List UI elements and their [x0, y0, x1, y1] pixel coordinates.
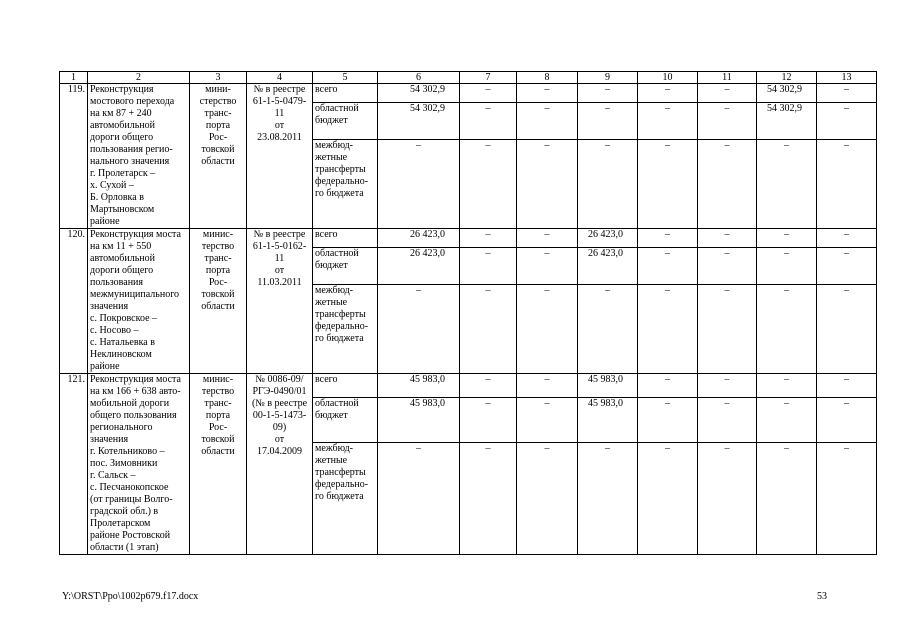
amount-cell: – — [817, 229, 877, 248]
amount-cell: – — [578, 139, 638, 228]
amount-cell: – — [578, 103, 638, 140]
amount-cell: – — [757, 139, 817, 228]
amount-cell: – — [638, 103, 698, 140]
amount-cell: – — [517, 103, 578, 140]
project-name: Реконструкция моста на км 166 + 638 авто- мобильной дороги общего пользования регионального значения г. Котельниково – пос. Зимовники г. Сальск – с. Песчанокопское (от границы Волго- градской обл.) в Пролетарском районе Ростовской области (1 этап) — [88, 374, 190, 555]
column-number-5: 5 — [313, 72, 378, 84]
amount-cell: 26 423,0 — [378, 248, 460, 285]
amount-cell: – — [698, 103, 757, 140]
amount-cell: – — [517, 443, 578, 555]
responsible-agency: минис- терство транс- порта Рос- товской области — [190, 374, 247, 555]
column-number-13: 13 — [817, 72, 877, 84]
amount-cell: – — [517, 284, 578, 373]
project-name: Реконструкция мостового перехода на км 87 + 240 автомобильной дороги общего пользования регио- нального значения г. Пролетарск – х. Сухой – Б. Орловка в Мартыновском районе — [88, 84, 190, 229]
amount-cell: – — [698, 229, 757, 248]
responsible-agency: мини- стерство транс- порта Рос- товской области — [190, 84, 247, 229]
table-row — [60, 229, 877, 248]
funding-source: межбюд- жетные трансферты федерально- го бюджета — [313, 284, 378, 373]
amount-cell: 26 423,0 — [578, 248, 638, 285]
amount-cell: – — [757, 374, 817, 398]
amount-cell: – — [578, 84, 638, 103]
amount-cell: – — [638, 248, 698, 285]
funding-source: межбюд- жетные трансферты федерально- го бюджета — [313, 443, 378, 555]
table-row — [60, 374, 877, 398]
amount-cell: – — [517, 397, 578, 443]
amount-cell: – — [460, 139, 517, 228]
amount-cell: – — [460, 103, 517, 140]
amount-cell: – — [817, 248, 877, 285]
expertise-registry: № 0086-09/ РГЭ-0490/01 (№ в реестре 00-1-5-1473- 09) от 17.04.2009 — [247, 374, 313, 555]
amount-cell: 54 302,9 — [378, 103, 460, 140]
amount-cell: – — [378, 284, 460, 373]
footer-file-path: Y:\ORST\Ppo\1002p679.f17.docx — [62, 591, 199, 602]
amount-cell: – — [378, 139, 460, 228]
amount-cell: – — [638, 284, 698, 373]
amount-cell: – — [638, 229, 698, 248]
funding-source: всего — [313, 229, 378, 248]
amount-cell: 54 302,9 — [757, 84, 817, 103]
column-number-6: 6 — [378, 72, 460, 84]
funding-source: областной бюджет — [313, 248, 378, 285]
amount-cell: – — [578, 443, 638, 555]
amount-cell: – — [817, 443, 877, 555]
amount-cell: – — [698, 397, 757, 443]
column-number-11: 11 — [698, 72, 757, 84]
amount-cell: 45 983,0 — [578, 397, 638, 443]
column-number-4: 4 — [247, 72, 313, 84]
table-row — [60, 84, 877, 103]
amount-cell: – — [638, 397, 698, 443]
amount-cell: – — [460, 284, 517, 373]
investment-table — [59, 71, 877, 555]
amount-cell: – — [817, 284, 877, 373]
column-number-12: 12 — [757, 72, 817, 84]
funding-source: областной бюджет — [313, 103, 378, 140]
amount-cell: – — [517, 84, 578, 103]
amount-cell: – — [578, 284, 638, 373]
amount-cell: – — [757, 397, 817, 443]
responsible-agency: минис- терство транс- порта Рос- товской области — [190, 229, 247, 374]
amount-cell: 45 983,0 — [378, 397, 460, 443]
funding-source: областной бюджет — [313, 397, 378, 443]
amount-cell: 26 423,0 — [578, 229, 638, 248]
amount-cell: – — [817, 84, 877, 103]
amount-cell: – — [757, 284, 817, 373]
amount-cell: – — [460, 443, 517, 555]
amount-cell: – — [638, 139, 698, 228]
amount-cell: – — [698, 248, 757, 285]
amount-cell: 54 302,9 — [757, 103, 817, 140]
amount-cell: – — [460, 374, 517, 398]
amount-cell: – — [517, 248, 578, 285]
amount-cell: – — [638, 84, 698, 103]
column-number-10: 10 — [638, 72, 698, 84]
amount-cell: – — [517, 139, 578, 228]
column-number-7: 7 — [460, 72, 517, 84]
amount-cell: – — [460, 229, 517, 248]
funding-source: всего — [313, 374, 378, 398]
funding-source: всего — [313, 84, 378, 103]
page-number: 53 — [817, 591, 827, 602]
amount-cell: – — [817, 139, 877, 228]
project-name: Реконструкция моста на км 11 + 550 автомобильной дороги общего пользования межмуниципального значения с. Покровское – с. Носово – с. Натальевка в Неклиновском районе — [88, 229, 190, 374]
amount-cell: – — [817, 103, 877, 140]
amount-cell: – — [757, 229, 817, 248]
amount-cell: – — [517, 229, 578, 248]
amount-cell: – — [460, 84, 517, 103]
amount-cell: – — [698, 84, 757, 103]
amount-cell: – — [638, 443, 698, 555]
expertise-registry: № в реестре 61-1-5-0162- 11 от 11.03.2011 — [247, 229, 313, 374]
column-number-8: 8 — [517, 72, 578, 84]
amount-cell: – — [698, 139, 757, 228]
amount-cell: 54 302,9 — [378, 84, 460, 103]
amount-cell: – — [460, 248, 517, 285]
amount-cell: – — [817, 397, 877, 443]
project-number: 120. — [60, 229, 88, 374]
column-number-2: 2 — [88, 72, 190, 84]
amount-cell: – — [638, 374, 698, 398]
column-number-1: 1 — [60, 72, 88, 84]
amount-cell: 45 983,0 — [378, 374, 460, 398]
column-number-row — [60, 72, 877, 84]
amount-cell: – — [460, 397, 517, 443]
project-number: 119. — [60, 84, 88, 229]
amount-cell: – — [517, 374, 578, 398]
column-number-3: 3 — [190, 72, 247, 84]
amount-cell: – — [378, 443, 460, 555]
amount-cell: – — [698, 284, 757, 373]
amount-cell: 45 983,0 — [578, 374, 638, 398]
column-number-9: 9 — [578, 72, 638, 84]
funding-source: межбюд- жетные трансферты федерально- го бюджета — [313, 139, 378, 228]
amount-cell: – — [817, 374, 877, 398]
expertise-registry: № в реестре 61-1-5-0479- 11 от 23.08.2011 — [247, 84, 313, 229]
project-number: 121. — [60, 374, 88, 555]
amount-cell: 26 423,0 — [378, 229, 460, 248]
amount-cell: – — [698, 374, 757, 398]
amount-cell: – — [757, 248, 817, 285]
amount-cell: – — [698, 443, 757, 555]
amount-cell: – — [757, 443, 817, 555]
